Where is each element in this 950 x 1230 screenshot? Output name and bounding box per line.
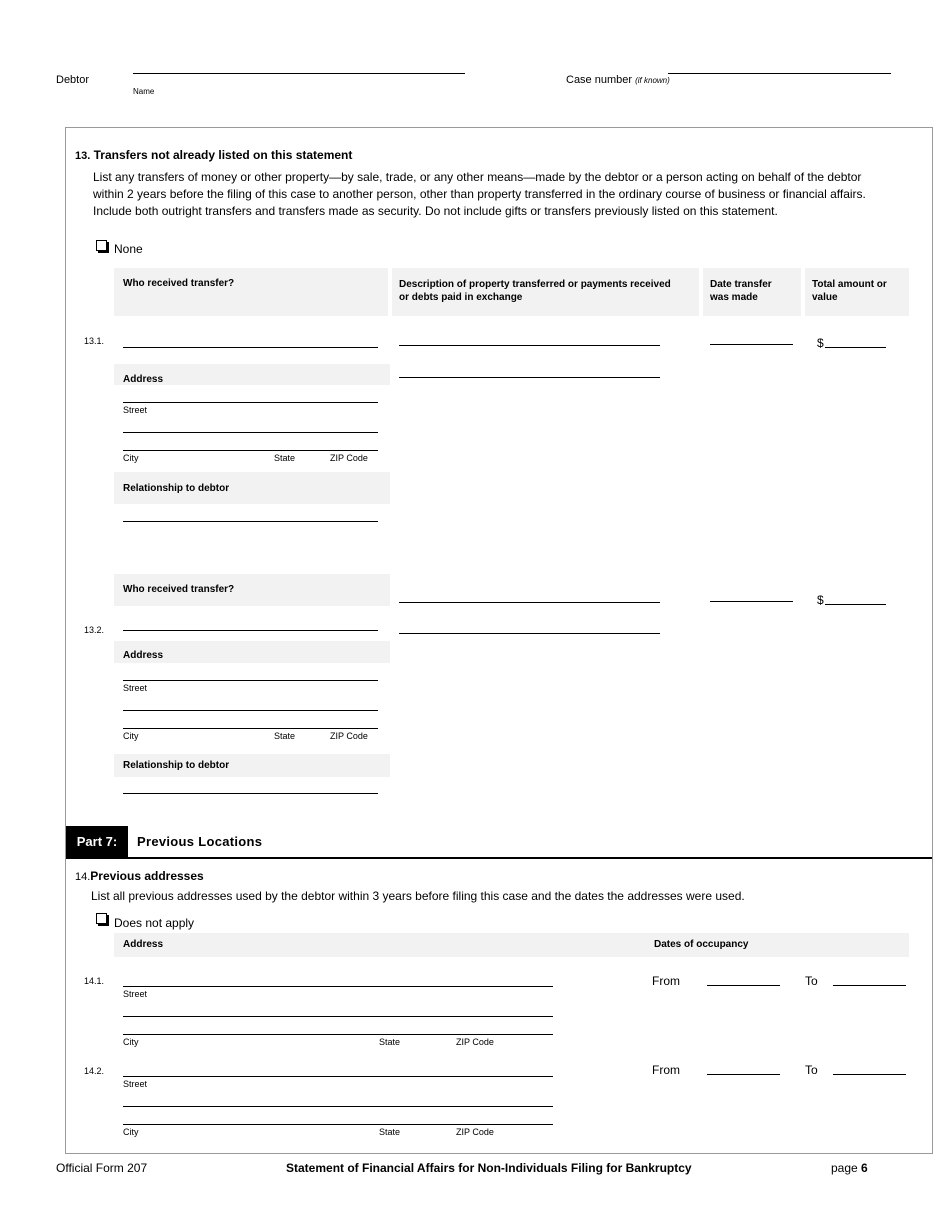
col-desc-line-1: Description of property transferred or payments received (399, 279, 671, 290)
row-13-2-who-field[interactable] (123, 630, 378, 631)
row-14-2-zip-label: ZIP Code (456, 1127, 494, 1137)
row-13-1-street-field[interactable] (123, 402, 378, 403)
footer-form-name: Official Form 207 (56, 1161, 148, 1175)
row-14-1-to-label: To (805, 974, 818, 988)
col-who-label: Who received transfer? (123, 278, 235, 289)
row-13-2-desc-field-1[interactable] (399, 602, 660, 603)
does-not-apply-label: Does not apply (114, 916, 195, 930)
section-13-title (75, 148, 352, 162)
row-14-2-city-label: City (123, 1127, 139, 1137)
row-14-1-city-label: City (123, 1037, 139, 1047)
row-14-2-street-field[interactable] (123, 1076, 553, 1077)
does-not-apply-checkbox[interactable] (96, 913, 107, 924)
col-address-label: Address (123, 939, 164, 950)
row-13-1-address-label: Address (123, 374, 164, 385)
debtor-name-field[interactable] (133, 73, 465, 74)
row-13-2-number: 13.2. (84, 625, 105, 635)
section-13-title-text: Transfers not already listed on this statement (93, 148, 353, 162)
row-13-1-dollar-sign: $ (817, 336, 824, 350)
section-14-header-row (114, 933, 909, 957)
col-total-line-2: value (812, 292, 838, 303)
section-13-line-2: within 2 years before the filing of this case to another person, other than property transferred in the ordinary course of business or financial affairs. (93, 187, 866, 201)
row-13-2-relationship-label: Relationship to debtor (123, 760, 230, 771)
row-14-1-city-field[interactable] (123, 1034, 553, 1035)
row-14-2-to-field[interactable] (833, 1074, 906, 1075)
row-14-2-to-label: To (805, 1063, 818, 1077)
row-13-1-relationship-field[interactable] (123, 521, 378, 522)
col-date-line-1: Date transfer (710, 279, 772, 290)
row-13-2-zip-label: ZIP Code (330, 731, 368, 741)
section-14-instructions: List all previous addresses used by the debtor within 3 years before filing this case and the dates the addresses were used. (91, 889, 745, 903)
footer-page (831, 1161, 868, 1175)
row-13-1-street-label: Street (123, 405, 148, 415)
col-date-label (710, 278, 772, 304)
row-14-2-state-label: State (379, 1127, 401, 1137)
row-13-1-city-field[interactable] (123, 450, 378, 451)
part-7-title: Previous Locations (137, 834, 263, 849)
row-14-1-to-field[interactable] (833, 985, 906, 986)
row-14-2-city-field[interactable] (123, 1124, 553, 1125)
row-13-1-relationship-label: Relationship to debtor (123, 483, 230, 494)
row-13-2-city-label: City (123, 731, 139, 741)
row-13-2-street-field[interactable] (123, 680, 378, 681)
row-14-2-from-field[interactable] (707, 1074, 780, 1075)
section-13-line-3: Include both outright transfers and transfers made as security. Do not include gifts or transfers previously listed on this statement. (93, 204, 778, 218)
footer-page-number: 6 (861, 1161, 868, 1175)
case-number-field[interactable] (668, 73, 891, 74)
none-checkbox[interactable] (96, 240, 107, 251)
section-14-number: 14. (75, 871, 91, 883)
debtor-label: Debtor (56, 74, 90, 86)
row-14-1-street-field-2[interactable] (123, 1016, 553, 1017)
row-13-2-desc-field-2[interactable] (399, 633, 660, 634)
section-13-line-1: List any transfers of money or other property—by sale, trade, or any other means—made by the debtor or a person acting on behalf of the debtor (93, 170, 862, 184)
row-13-2-who-label: Who received transfer? (123, 584, 235, 595)
footer-page-label: page (831, 1161, 858, 1175)
none-label: None (114, 242, 143, 256)
row-14-1-street-label: Street (123, 989, 148, 999)
row-13-1-state-label: State (274, 453, 296, 463)
row-13-1-desc-field-1[interactable] (399, 345, 660, 346)
case-number-label (566, 74, 670, 86)
row-13-2-street-label: Street (123, 683, 148, 693)
col-desc-label (399, 278, 671, 304)
section-13-number: 13. (75, 150, 91, 162)
row-14-1-from-label: From (652, 974, 680, 988)
row-14-1-from-field[interactable] (707, 985, 780, 986)
case-number-text: Case number (566, 74, 633, 86)
name-label: Name (133, 87, 155, 96)
row-13-1-who-field[interactable] (123, 347, 378, 348)
row-14-1-zip-label: ZIP Code (456, 1037, 494, 1047)
row-14-1-state-label: State (379, 1037, 401, 1047)
row-14-1-number: 14.1. (84, 976, 105, 986)
row-13-1-zip-label: ZIP Code (330, 453, 368, 463)
col-date-line-2: was made (710, 292, 758, 303)
col-total-line-1: Total amount or (812, 279, 887, 290)
row-13-1-city-label: City (123, 453, 139, 463)
footer-form-title: Statement of Financial Affairs for Non-Individuals Filing for Bankruptcy (286, 1161, 692, 1175)
col-desc-line-2: or debts paid in exchange (399, 292, 523, 303)
if-known-text: (if known) (635, 76, 670, 85)
col-who-header (114, 268, 388, 316)
row-13-2-date-field[interactable] (710, 601, 793, 602)
section-14-title (75, 869, 204, 883)
row-13-2-street-field-2[interactable] (123, 710, 378, 711)
part-7-rule (66, 857, 932, 859)
row-14-1-street-field[interactable] (123, 986, 553, 987)
row-13-1-desc-field-2[interactable] (399, 377, 660, 378)
row-14-2-number: 14.2. (84, 1066, 105, 1076)
row-13-2-dollar-sign: $ (817, 593, 824, 607)
row-13-1-amount-field[interactable] (825, 347, 886, 348)
row-13-1-date-field[interactable] (710, 344, 793, 345)
row-14-2-street-field-2[interactable] (123, 1106, 553, 1107)
col-dates-label: Dates of occupancy (654, 939, 749, 950)
row-13-2-city-field[interactable] (123, 728, 378, 729)
part-7-label: Part 7: (66, 826, 128, 858)
row-13-2-relationship-field[interactable] (123, 793, 378, 794)
row-14-2-from-label: From (652, 1063, 680, 1077)
col-total-label (812, 278, 887, 304)
row-14-2-street-label: Street (123, 1079, 148, 1089)
row-13-1-number: 13.1. (84, 336, 105, 346)
section-13-instructions (93, 169, 866, 220)
section-14-title-text: Previous addresses (90, 869, 204, 883)
row-13-2-amount-field[interactable] (825, 604, 886, 605)
row-13-2-address-label: Address (123, 650, 164, 661)
row-13-1-street-field-2[interactable] (123, 432, 378, 433)
row-13-2-state-label: State (274, 731, 296, 741)
